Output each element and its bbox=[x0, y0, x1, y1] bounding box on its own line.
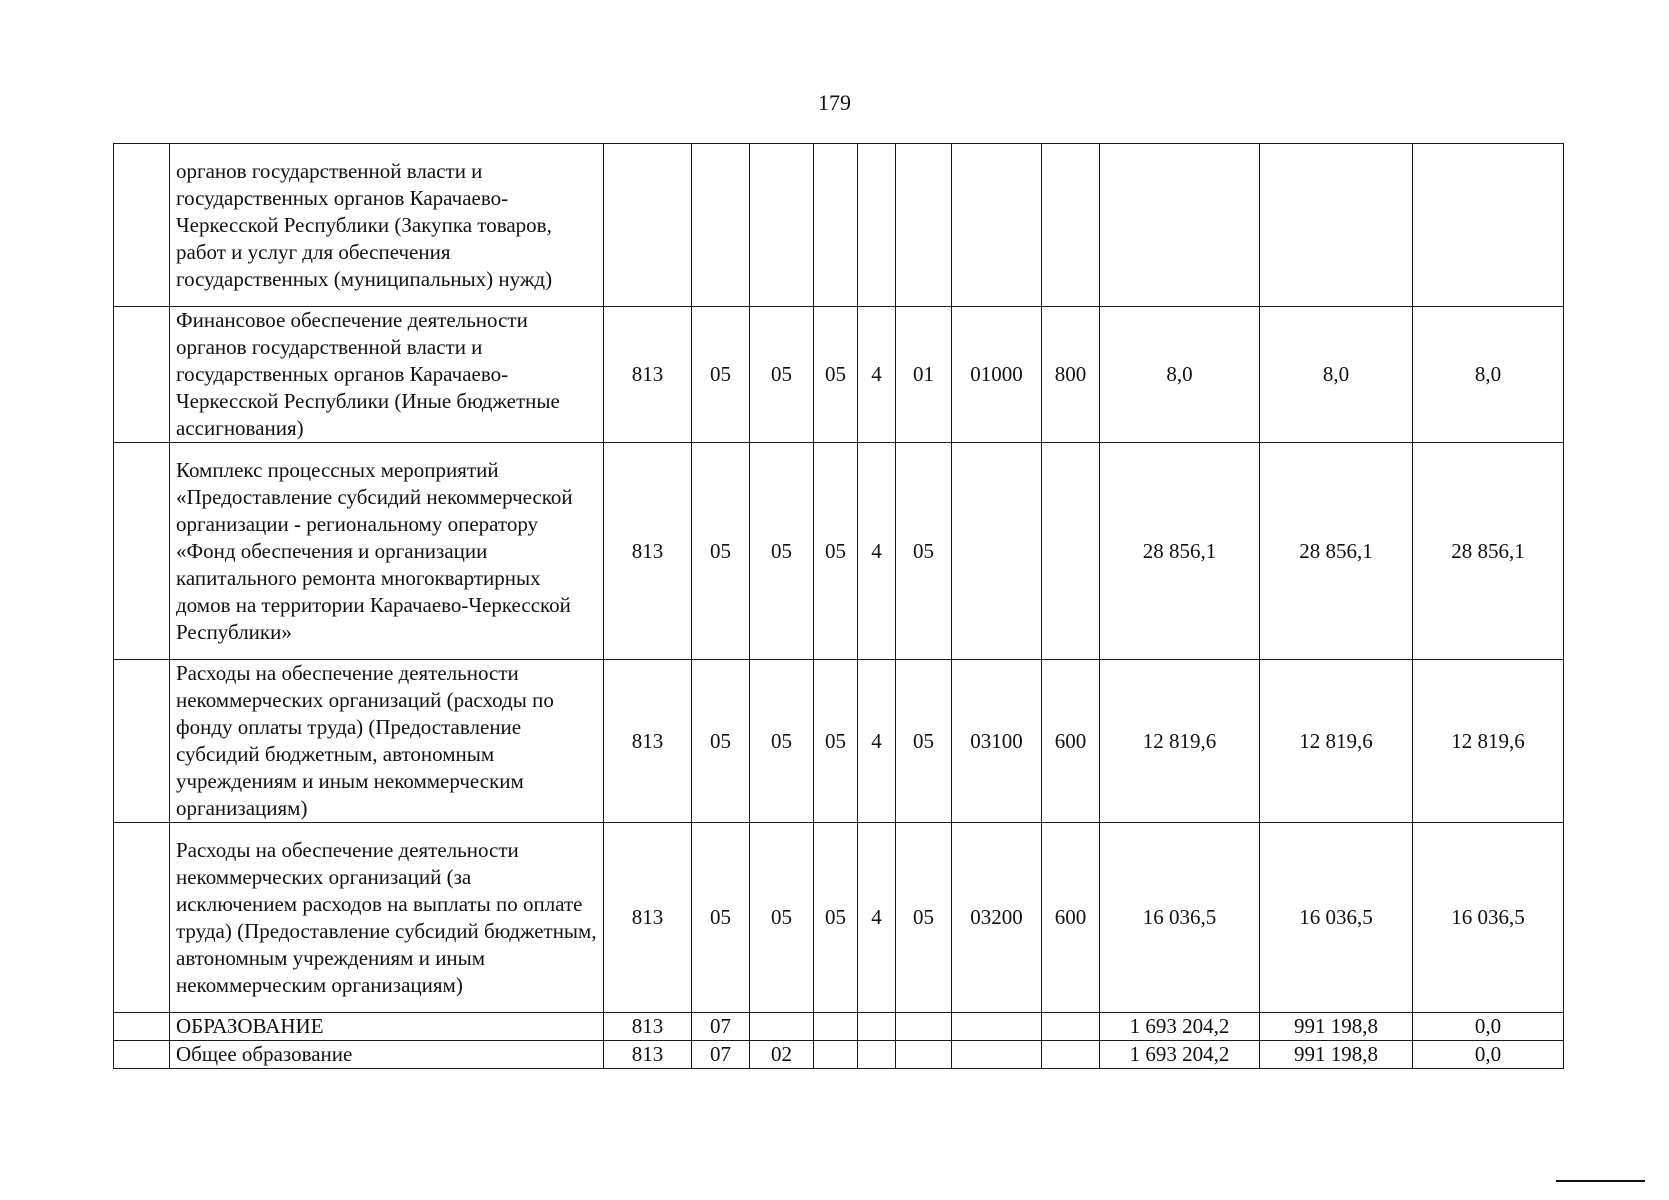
section-code: 05 bbox=[692, 443, 750, 660]
amount-1: 16 036,5 bbox=[1100, 823, 1260, 1013]
program-code bbox=[814, 144, 858, 307]
subprogram-code bbox=[858, 1041, 896, 1069]
program-code: 05 bbox=[814, 660, 858, 823]
subsection-code: 05 bbox=[750, 307, 814, 443]
direction-code: 01000 bbox=[952, 307, 1042, 443]
row-number-cell bbox=[114, 144, 170, 307]
row-name: Расходы на обеспечение деятельности некоммерческих организаций (за исключением расходов на выплаты по оплате труда) (Предоставление субсидий бюджетным, автономным учреждениям и иным некоммерческим организациям) bbox=[170, 823, 604, 1013]
subprogram-code bbox=[858, 1013, 896, 1041]
direction-code: 03200 bbox=[952, 823, 1042, 1013]
row-name: Расходы на обеспечение деятельности некоммерческих организаций (расходы по фонду оплаты труда) (Предоставление субсидий бюджетным, автономным учреждениям и иным некоммерческим организациям) bbox=[170, 660, 604, 823]
page-number: 179 bbox=[818, 90, 851, 115]
expense-type-code bbox=[1042, 1013, 1100, 1041]
event-code bbox=[896, 1013, 952, 1041]
row-name: Финансовое обеспечение деятельности органов государственной власти и государственных органов Карачаево-Черкесской Республики (Иные бюджетные ассигнования) bbox=[170, 307, 604, 443]
amount-2: 16 036,5 bbox=[1260, 823, 1413, 1013]
event-code: 01 bbox=[896, 307, 952, 443]
program-code bbox=[814, 1013, 858, 1041]
amount-1: 12 819,6 bbox=[1100, 660, 1260, 823]
section-code: 07 bbox=[692, 1013, 750, 1041]
admin-code bbox=[604, 144, 692, 307]
row-name: Комплекс процессных мероприятий «Предоставление субсидий некоммерческой организации - региональному оператору «Фонд обеспечения и организации капитального ремонта многоквартирных домов на территории Карачаево-Черкесской Республики» bbox=[170, 443, 604, 660]
row-number-cell bbox=[114, 1013, 170, 1041]
admin-code: 813 bbox=[604, 823, 692, 1013]
amount-3: 28 856,1 bbox=[1413, 443, 1564, 660]
admin-code: 813 bbox=[604, 1041, 692, 1069]
table-row bbox=[114, 144, 1564, 307]
amount-2: 12 819,6 bbox=[1260, 660, 1413, 823]
amount-2: 28 856,1 bbox=[1260, 443, 1413, 660]
row-number-cell bbox=[114, 443, 170, 660]
admin-code: 813 bbox=[604, 443, 692, 660]
amount-1: 1 693 204,2 bbox=[1100, 1013, 1260, 1041]
table-row bbox=[114, 443, 1564, 660]
direction-code: 03100 bbox=[952, 660, 1042, 823]
row-number-cell bbox=[114, 823, 170, 1013]
amount-2: 991 198,8 bbox=[1260, 1041, 1413, 1069]
program-code: 05 bbox=[814, 443, 858, 660]
admin-code: 813 bbox=[604, 660, 692, 823]
amount-3: 12 819,6 bbox=[1413, 660, 1564, 823]
direction-code bbox=[952, 1013, 1042, 1041]
subsection-code: 05 bbox=[750, 823, 814, 1013]
expense-type-code: 600 bbox=[1042, 660, 1100, 823]
table-row bbox=[114, 307, 1564, 443]
subsection-code bbox=[750, 144, 814, 307]
amount-3: 16 036,5 bbox=[1413, 823, 1564, 1013]
expense-type-code bbox=[1042, 144, 1100, 307]
bottom-rule bbox=[1556, 1180, 1645, 1182]
amount-3: 8,0 bbox=[1413, 307, 1564, 443]
event-code: 05 bbox=[896, 823, 952, 1013]
event-code: 05 bbox=[896, 660, 952, 823]
table-row bbox=[114, 1013, 1564, 1041]
section-code: 05 bbox=[692, 660, 750, 823]
subprogram-code: 4 bbox=[858, 307, 896, 443]
direction-code bbox=[952, 1041, 1042, 1069]
program-code bbox=[814, 1041, 858, 1069]
event-code: 05 bbox=[896, 443, 952, 660]
amount-1 bbox=[1100, 144, 1260, 307]
admin-code: 813 bbox=[604, 1013, 692, 1041]
expense-type-code: 600 bbox=[1042, 823, 1100, 1013]
section-code bbox=[692, 144, 750, 307]
event-code bbox=[896, 1041, 952, 1069]
amount-2 bbox=[1260, 144, 1413, 307]
section-code: 05 bbox=[692, 307, 750, 443]
row-number-cell bbox=[114, 660, 170, 823]
amount-3: 0,0 bbox=[1413, 1013, 1564, 1041]
subsection-code: 05 bbox=[750, 443, 814, 660]
subsection-code: 05 bbox=[750, 660, 814, 823]
row-number-cell bbox=[114, 1041, 170, 1069]
row-name: органов государственной власти и государственных органов Карачаево-Черкесской Республики (Закупка товаров, работ и услуг для обеспечения государственных (муниципальных) нужд) bbox=[170, 144, 604, 307]
table-row bbox=[114, 823, 1564, 1013]
section-code: 07 bbox=[692, 1041, 750, 1069]
subprogram-code: 4 bbox=[858, 443, 896, 660]
table-row bbox=[114, 660, 1564, 823]
expense-type-code bbox=[1042, 1041, 1100, 1069]
amount-3 bbox=[1413, 144, 1564, 307]
amount-2: 8,0 bbox=[1260, 307, 1413, 443]
amount-2: 991 198,8 bbox=[1260, 1013, 1413, 1041]
budget-table bbox=[113, 143, 1564, 1069]
amount-1: 8,0 bbox=[1100, 307, 1260, 443]
table-row bbox=[114, 1041, 1564, 1069]
row-name: ОБРАЗОВАНИЕ bbox=[170, 1013, 604, 1041]
subprogram-code: 4 bbox=[858, 823, 896, 1013]
expense-type-code bbox=[1042, 443, 1100, 660]
subsection-code bbox=[750, 1013, 814, 1041]
amount-3: 0,0 bbox=[1413, 1041, 1564, 1069]
amount-1: 28 856,1 bbox=[1100, 443, 1260, 660]
event-code bbox=[896, 144, 952, 307]
row-number-cell bbox=[114, 307, 170, 443]
row-name: Общее образование bbox=[170, 1041, 604, 1069]
expense-type-code: 800 bbox=[1042, 307, 1100, 443]
admin-code: 813 bbox=[604, 307, 692, 443]
subprogram-code: 4 bbox=[858, 660, 896, 823]
program-code: 05 bbox=[814, 823, 858, 1013]
section-code: 05 bbox=[692, 823, 750, 1013]
subsection-code: 02 bbox=[750, 1041, 814, 1069]
subprogram-code bbox=[858, 144, 896, 307]
direction-code bbox=[952, 443, 1042, 660]
amount-1: 1 693 204,2 bbox=[1100, 1041, 1260, 1069]
program-code: 05 bbox=[814, 307, 858, 443]
direction-code bbox=[952, 144, 1042, 307]
